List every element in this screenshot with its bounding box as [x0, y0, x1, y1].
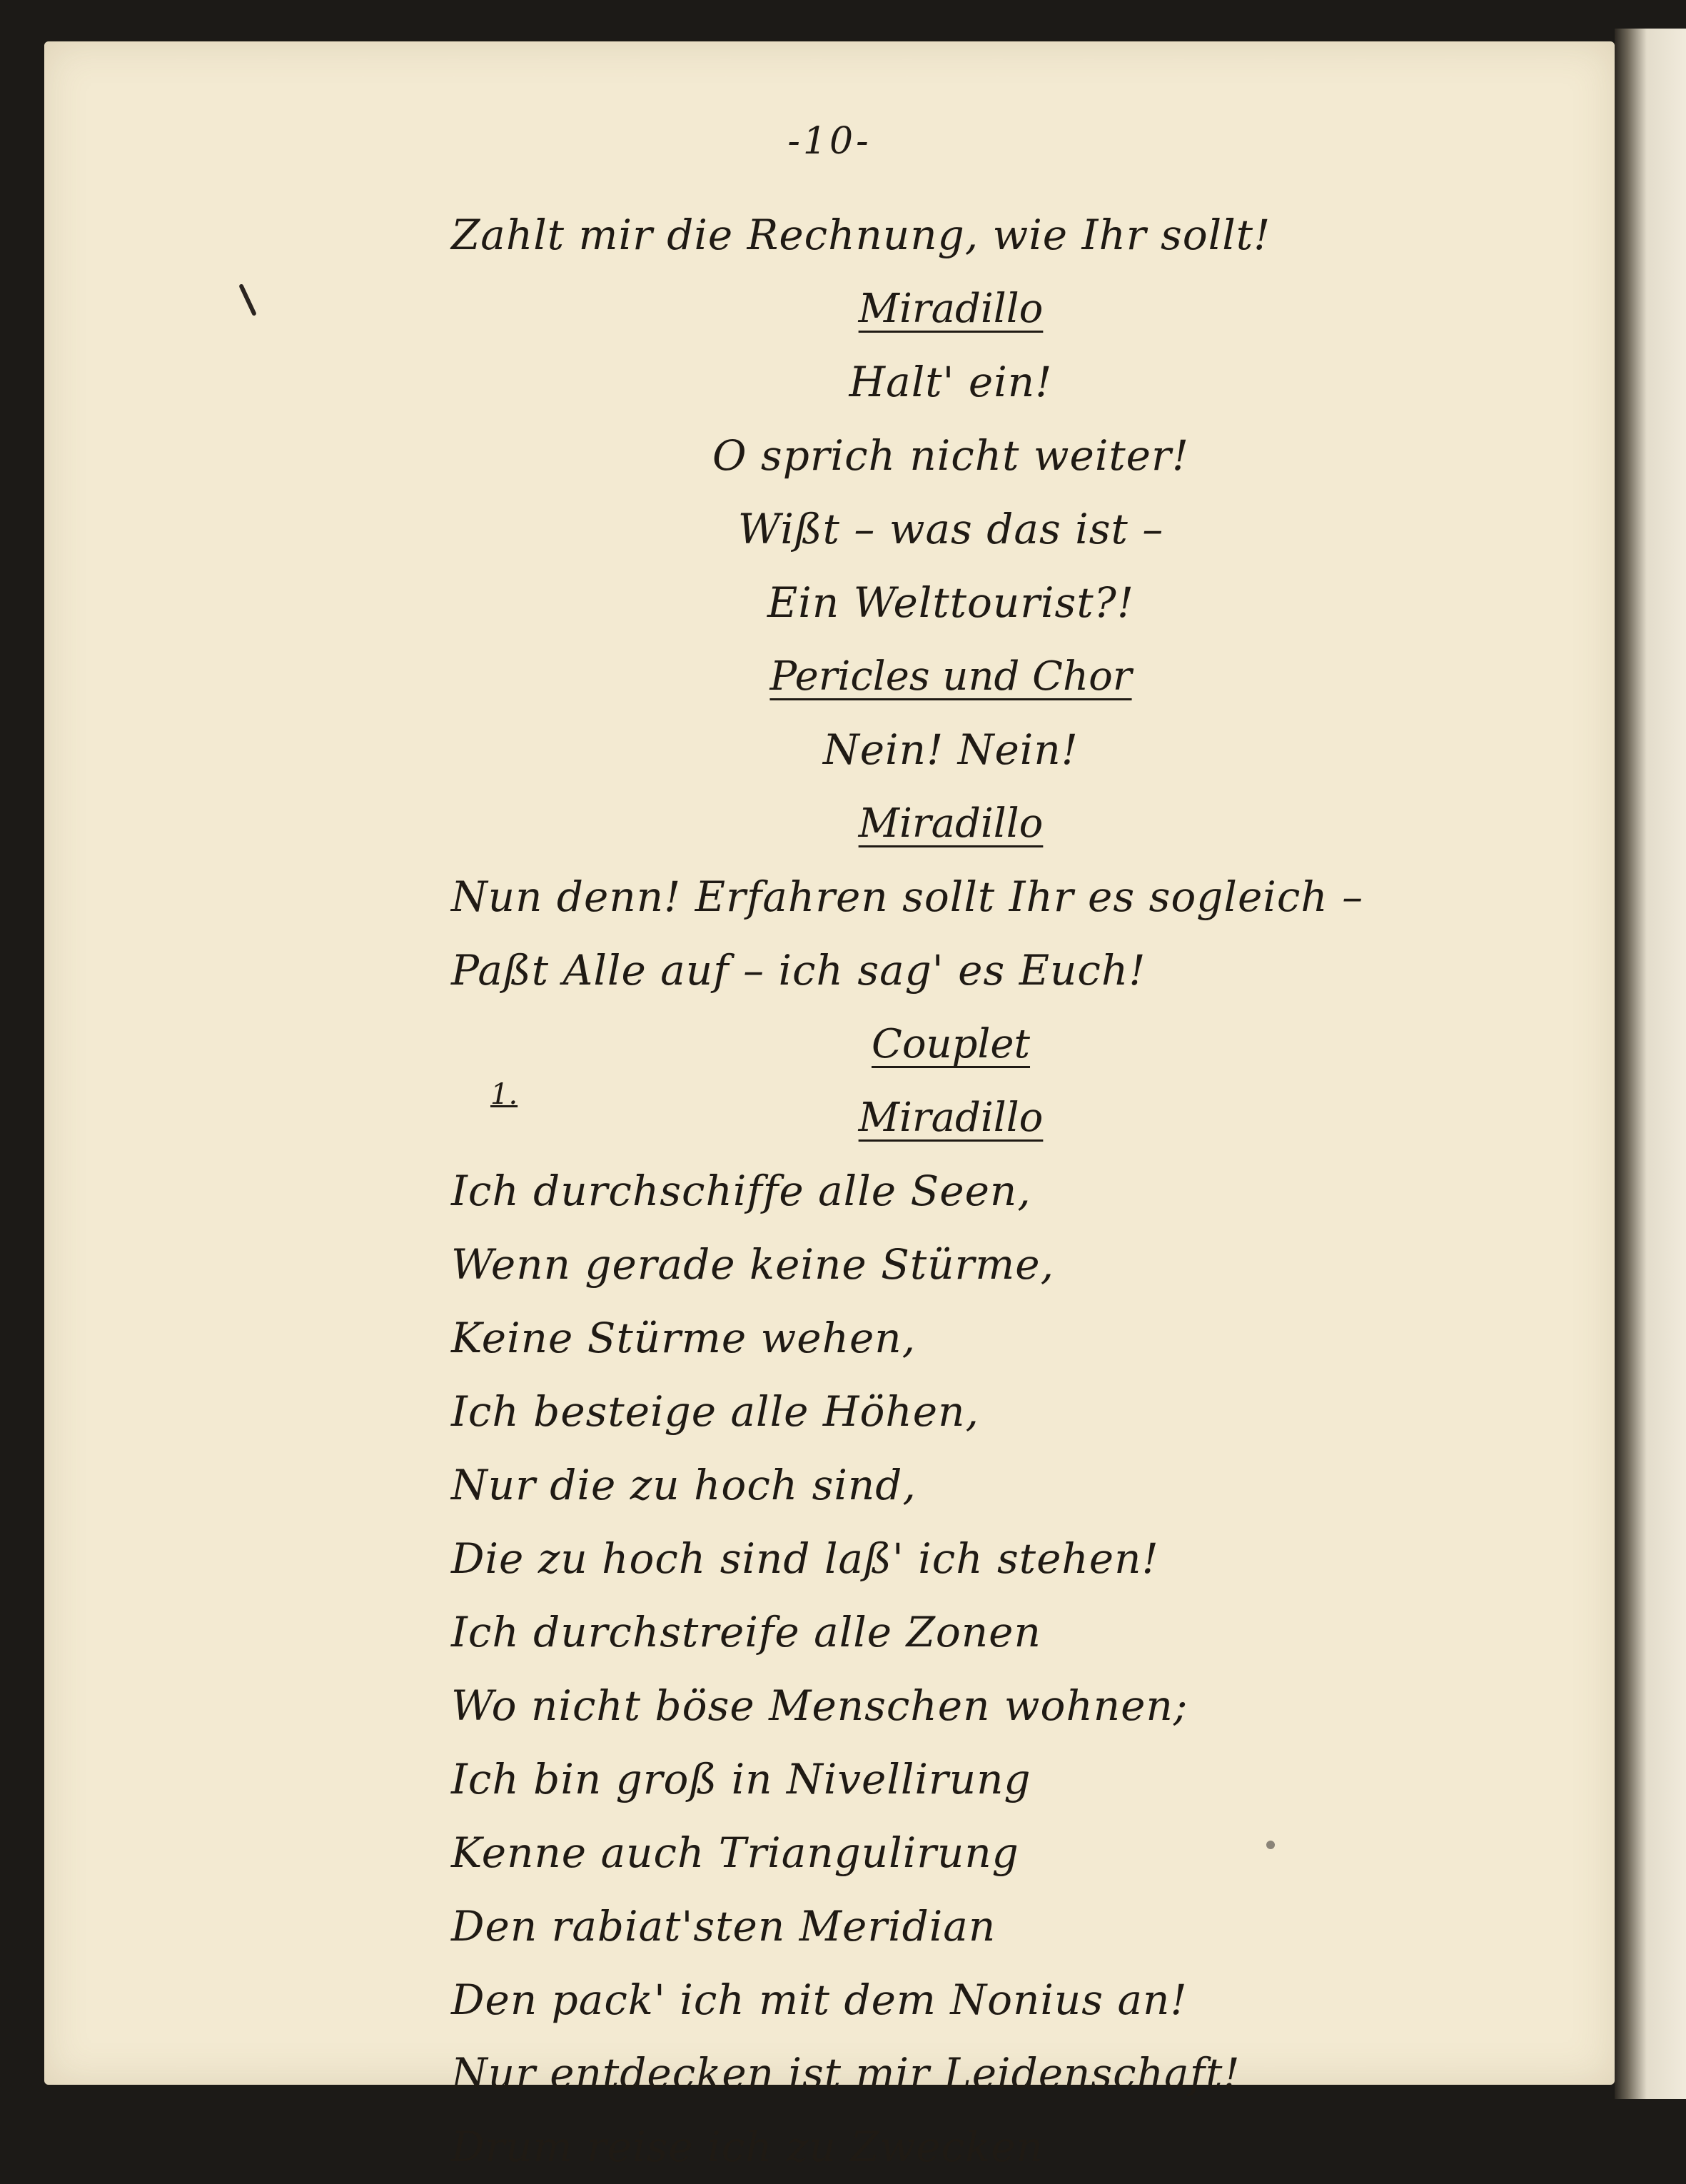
text-line: Drum reise ich zu Zwecken [451, 2123, 1044, 2171]
text-line: Die zu hoch sind laß' ich stehen! [451, 1534, 1159, 1583]
text-line: Den pack' ich mit dem Nonius an! [451, 1976, 1188, 2024]
speaker-heading: Pericles und Chor [769, 653, 1132, 700]
handwritten-text [451, 198, 1450, 2184]
text-line: Paßt Alle auf – ich sag' es Euch! [451, 946, 1146, 995]
speaker-heading: Miradillo [858, 286, 1044, 332]
text-line: Halt' ein! [849, 358, 1053, 406]
text-line: Kenne auch Triangulirung [451, 1828, 1019, 1877]
page-number: -10- [787, 120, 872, 163]
text-line: Ich durchstreife alle Zonen [451, 1608, 1041, 1656]
verse-number: 1. [490, 1078, 518, 1111]
text-line: Wenn gerade keine Stürme, [451, 1240, 1055, 1289]
text-line: Ich besteige alle Höhen, [451, 1387, 979, 1436]
text-line: Wißt – was das ist – [737, 505, 1164, 553]
text-line: Den rabiat'sten Meridian [451, 1902, 996, 1951]
text-line: Nein! Nein! [822, 725, 1079, 774]
text-line: O sprich nicht weiter! [712, 431, 1190, 480]
speaker-heading: Miradillo [858, 800, 1044, 847]
text-line: Ich bin groß in Nivellirung [451, 1755, 1031, 1803]
text-line: Nur die zu hoch sind, [451, 1461, 917, 1509]
speaker-heading: Couplet [871, 1021, 1031, 1067]
speaker-heading: Miradillo [858, 1094, 1044, 1141]
manuscript-page [44, 41, 1615, 2171]
text-line: Keine Stürme wehen, [451, 1314, 917, 1362]
text-line: Ich durchschiffe alle Seen, [451, 1167, 1031, 1215]
text-line: Zahlt mir die Rechnung, wie Ihr sollt! [451, 211, 1271, 259]
ink-mark [238, 283, 257, 316]
text-line: Wo nicht böse Menschen wohnen; [451, 1681, 1188, 1730]
text-line: Ein Welttourist?! [767, 578, 1135, 627]
next-page-edge [1615, 29, 1686, 2099]
text-line: Nur entdecken ist mir Leidenschaft! [451, 2049, 1241, 2098]
text-line: Nun denn! Erfahren sollt Ihr es sogleich – [451, 872, 1364, 921]
